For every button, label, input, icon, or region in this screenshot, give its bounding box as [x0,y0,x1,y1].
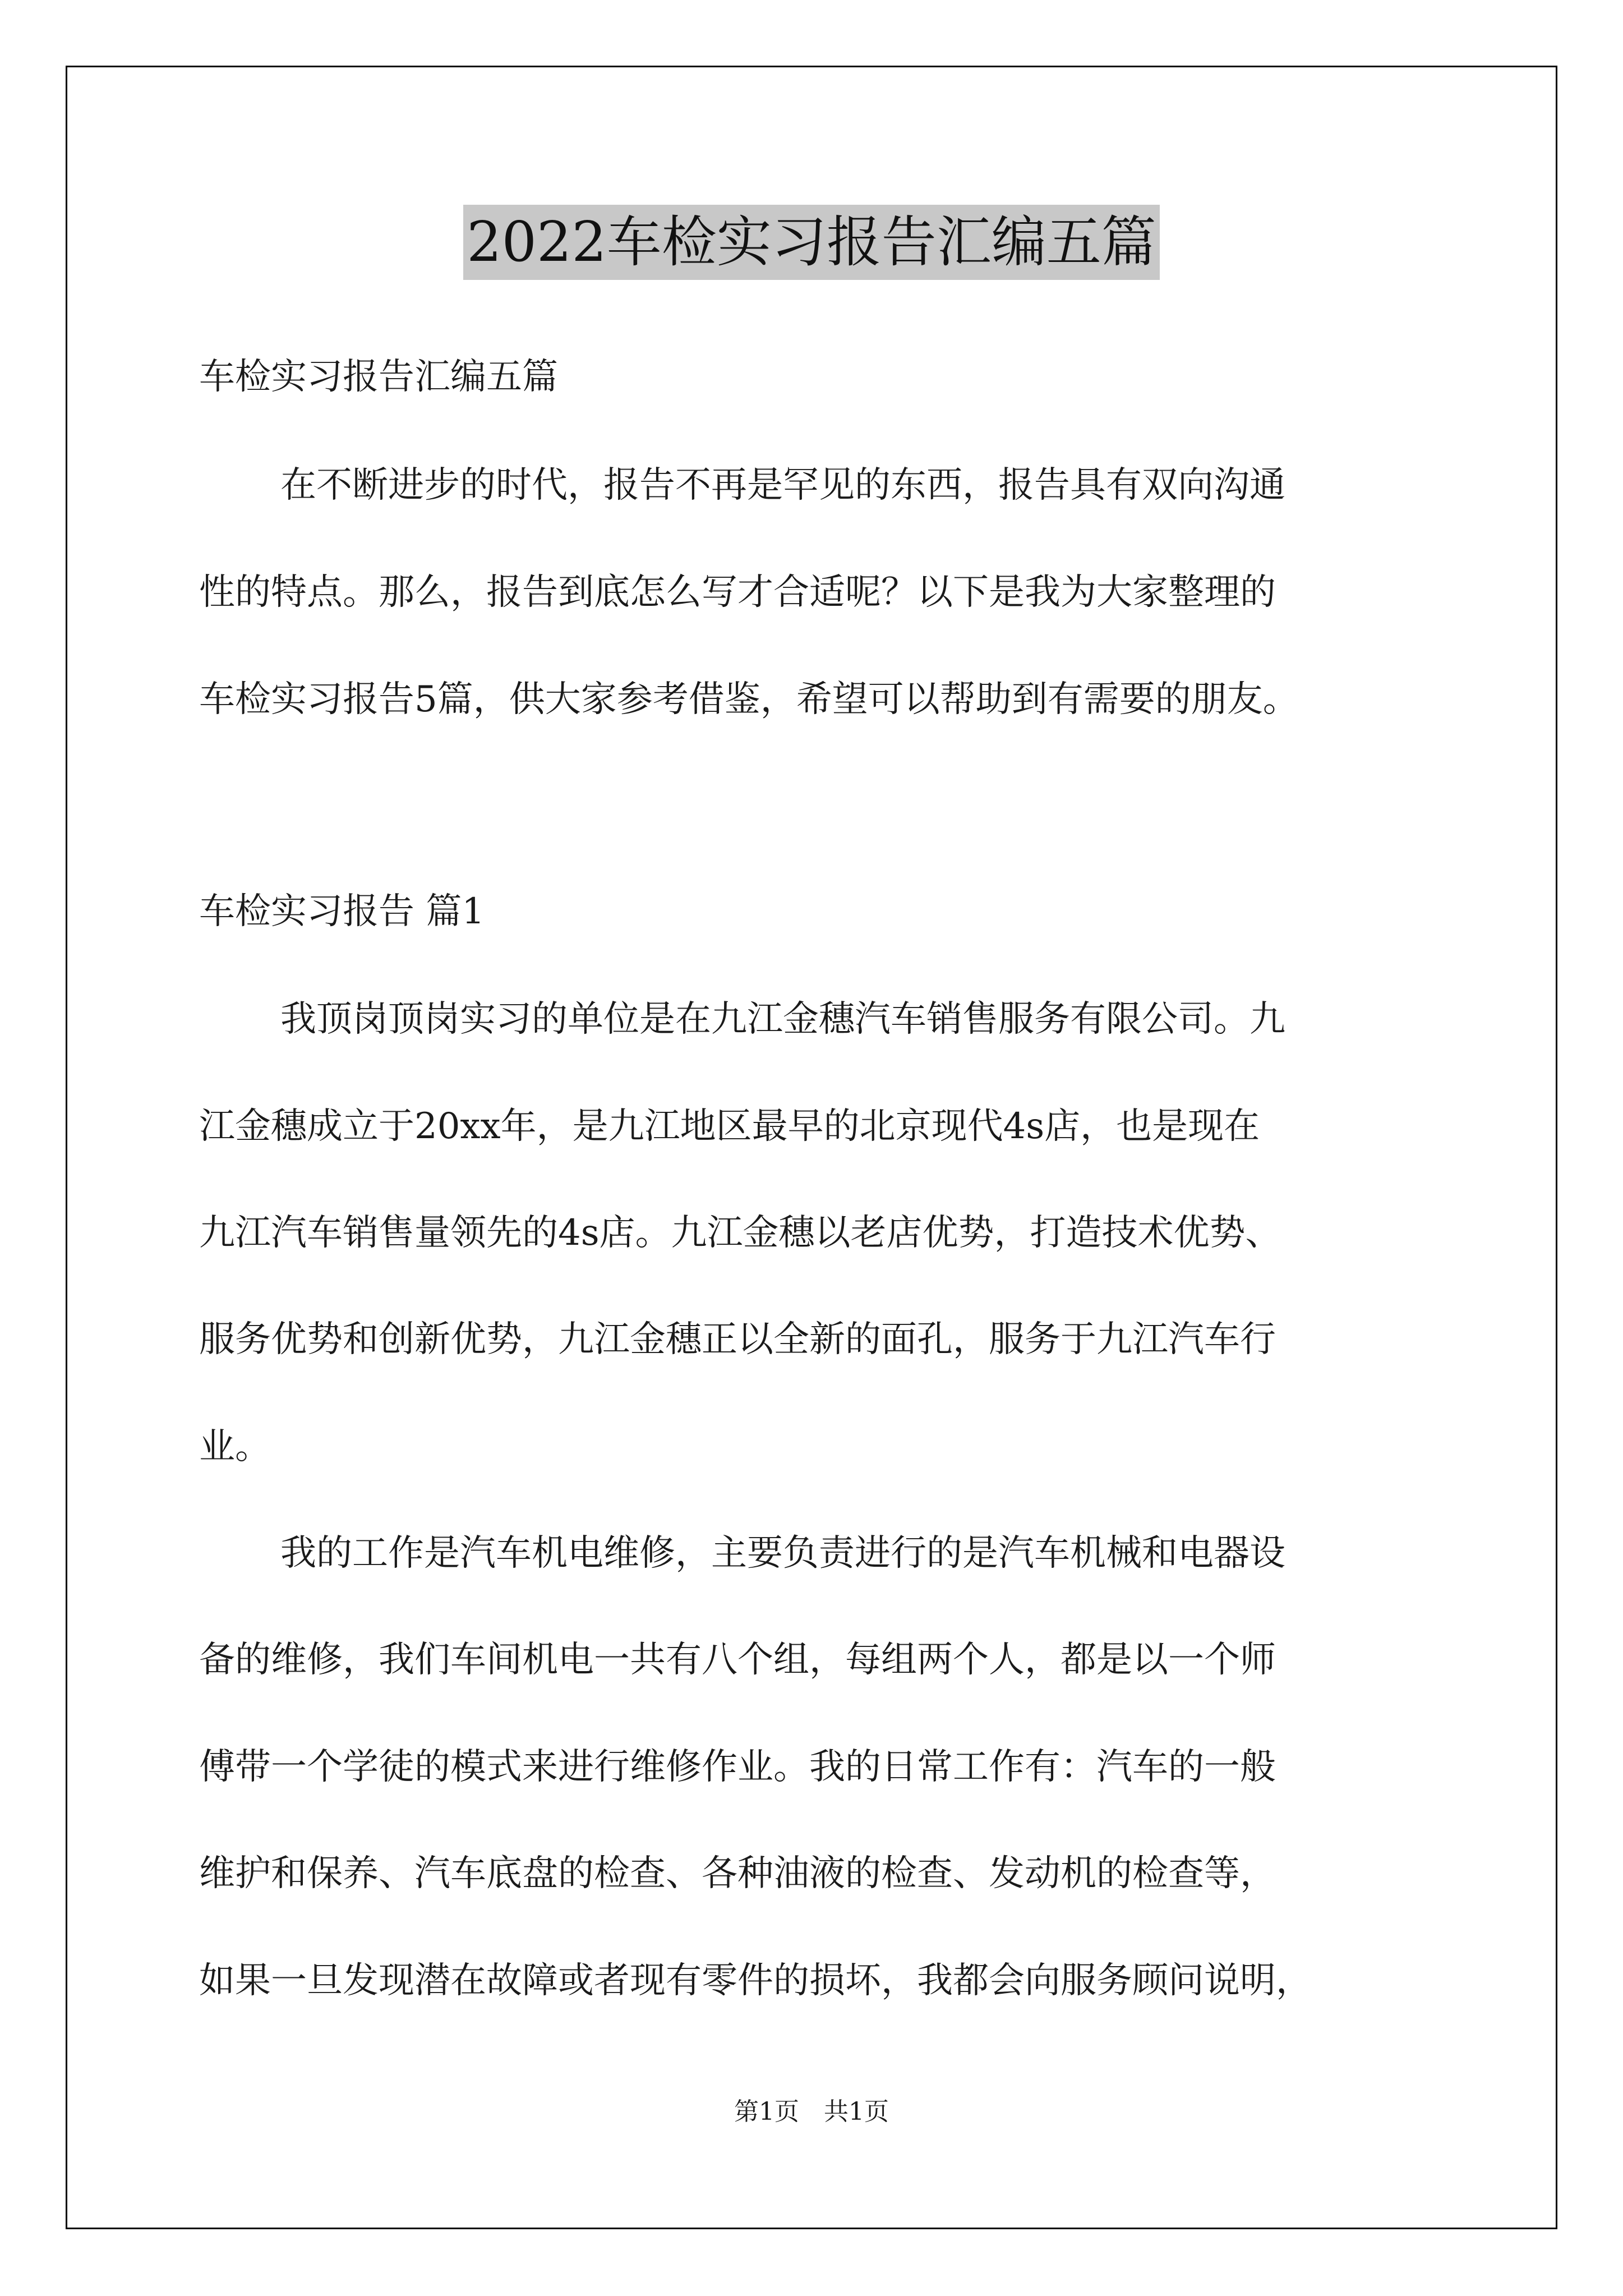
page-footer: 第1页 共1页 [734,2097,889,2126]
para1-line-2: 江金穗成立于20xx年，是九江地区最早的北京现代4s店，也是现在 [199,1106,1260,1147]
document-title: 2022车检实习报告汇编五篇 [463,205,1159,280]
para1-line-5: 业。 [199,1426,271,1467]
intro-line-1: 在不断进步的时代，报告不再是罕见的东西，报告具有双向沟通 [280,464,1285,506]
para1-line-1: 我顶岗顶岗实习的单位是在九江金穗汽车销售服务有限公司。九 [280,999,1285,1040]
para2-line-1: 我的工作是汽车机电维修，主要负责进行的是汽车机械和电器设 [280,1533,1285,1574]
section-heading: 车检实习报告 篇1 [199,891,485,932]
para2-line-3: 傅带一个学徒的模式来进行维修作业。我的日常工作有：汽车的一般 [199,1746,1276,1788]
intro-line-3: 车检实习报告5篇，供大家参考借鉴，希望可以帮助到有需要的朋友。 [199,679,1299,720]
para2-line-2: 备的维修，我们车间机电一共有八个组，每组两个人，都是以一个师 [199,1639,1276,1681]
para2-line-4: 维护和保养、汽车底盘的检查、各种油液的检查、发动机的检查等， [199,1853,1276,1894]
title-container [0,205,1623,280]
para1-line-3: 九江汽车销售量领先的4s店。九江金穗以老店优势，打造技术优势、 [199,1212,1281,1254]
document-subtitle: 车检实习报告汇编五篇 [199,356,558,398]
intro-line-2: 性的特点。那么，报告到底怎么写才合适呢？以下是我为大家整理的 [199,572,1276,613]
para1-line-4: 服务优势和创新优势，九江金穗正以全新的面孔，服务于九江汽车行 [199,1319,1276,1360]
para2-line-5: 如果一旦发现潜在故障或者现有零件的损坏，我都会向服务顾问说明， [199,1960,1312,2001]
